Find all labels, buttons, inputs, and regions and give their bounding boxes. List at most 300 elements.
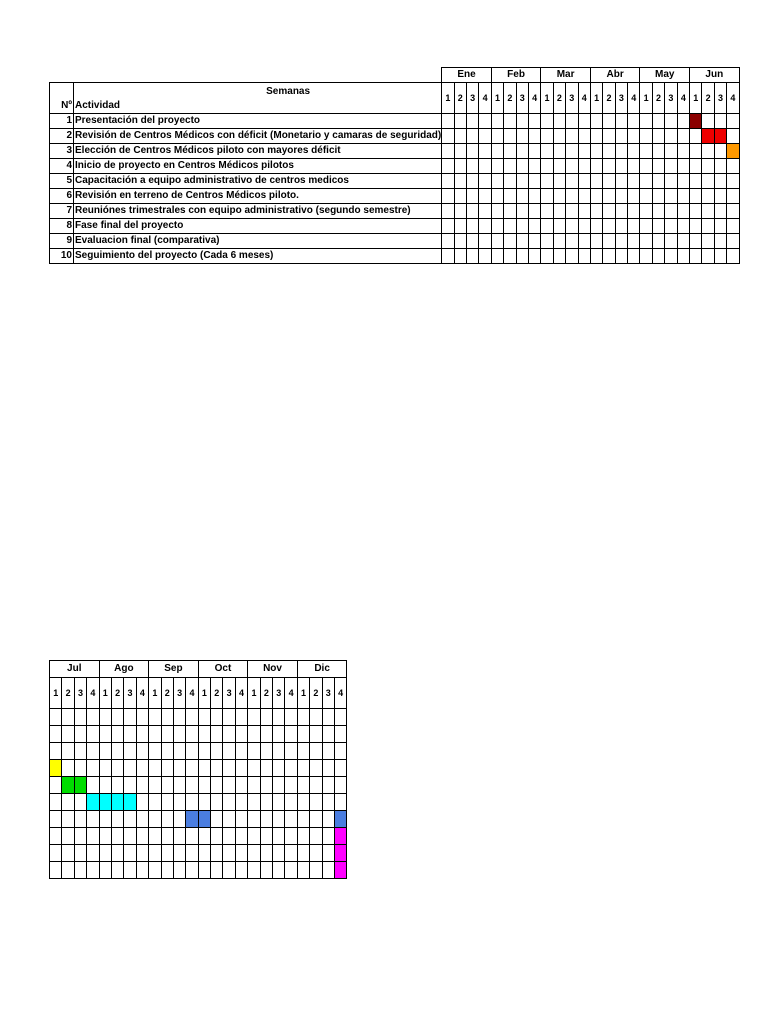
activity-number: 8	[50, 219, 74, 234]
week-number-header: 1	[491, 83, 503, 114]
schedule-cell	[442, 189, 454, 204]
schedule-cell	[260, 709, 272, 726]
schedule-cell	[702, 249, 714, 264]
schedule-cell	[504, 249, 516, 264]
schedule-cell	[310, 726, 322, 743]
schedule-cell	[578, 144, 590, 159]
schedule-cell	[454, 114, 466, 129]
schedule-cell	[223, 794, 235, 811]
schedule-cell-filled	[186, 811, 198, 828]
schedule-cell	[615, 219, 627, 234]
schedule-cell	[454, 129, 466, 144]
schedule-cell	[603, 234, 615, 249]
schedule-cell	[553, 204, 565, 219]
activity-number: 4	[50, 159, 74, 174]
schedule-cell	[74, 743, 86, 760]
schedule-cell	[466, 249, 478, 264]
month-header-ene: Ene	[442, 68, 492, 83]
schedule-cell	[99, 811, 111, 828]
schedule-cell	[149, 709, 161, 726]
schedule-cell	[566, 204, 578, 219]
schedule-cell	[149, 828, 161, 845]
activity-name: Capacitación a equipo administrativo de centros medicos	[74, 174, 442, 189]
activity-row	[50, 845, 347, 862]
schedule-cell	[628, 234, 640, 249]
schedule-cell	[690, 204, 702, 219]
schedule-cell	[603, 189, 615, 204]
schedule-cell	[652, 144, 664, 159]
schedule-cell	[334, 760, 346, 777]
schedule-cell	[285, 811, 297, 828]
schedule-cell	[297, 862, 309, 879]
activity-name: Reuniónes trimestrales con equipo administrativo (segundo semestre)	[74, 204, 442, 219]
schedule-cell	[310, 828, 322, 845]
week-number-header: 2	[454, 83, 466, 114]
schedule-cell	[322, 862, 334, 879]
schedule-cell	[99, 743, 111, 760]
schedule-cell	[186, 777, 198, 794]
schedule-cell	[454, 174, 466, 189]
schedule-cell	[714, 144, 726, 159]
schedule-cell	[235, 726, 247, 743]
activity-row	[50, 811, 347, 828]
schedule-cell	[727, 129, 739, 144]
schedule-cell	[235, 709, 247, 726]
schedule-cell	[541, 234, 553, 249]
activity-label: Actividad	[75, 100, 121, 111]
schedule-cell	[702, 234, 714, 249]
schedule-cell	[111, 726, 123, 743]
schedule-cell	[466, 159, 478, 174]
schedule-cell	[652, 219, 664, 234]
schedule-cell	[479, 129, 491, 144]
schedule-cell	[273, 709, 285, 726]
schedule-cell	[173, 777, 185, 794]
schedule-cell	[640, 159, 652, 174]
schedule-cell-filled	[334, 811, 346, 828]
schedule-cell	[322, 777, 334, 794]
schedule-cell	[62, 743, 74, 760]
activity-column-header	[74, 83, 442, 114]
schedule-cell	[640, 129, 652, 144]
schedule-cell	[690, 234, 702, 249]
schedule-cell	[173, 726, 185, 743]
schedule-cell	[124, 862, 136, 879]
schedule-cell	[677, 219, 689, 234]
schedule-cell	[479, 144, 491, 159]
schedule-cell	[186, 845, 198, 862]
month-header-feb: Feb	[491, 68, 541, 83]
schedule-cell	[334, 726, 346, 743]
schedule-cell	[111, 811, 123, 828]
schedule-cell	[690, 249, 702, 264]
schedule-cell	[714, 219, 726, 234]
schedule-cell	[553, 159, 565, 174]
schedule-cell	[454, 204, 466, 219]
schedule-cell	[541, 159, 553, 174]
schedule-cell	[62, 811, 74, 828]
schedule-cell	[504, 204, 516, 219]
schedule-cell	[297, 709, 309, 726]
week-number-header: 3	[322, 678, 334, 709]
schedule-cell	[566, 174, 578, 189]
schedule-cell	[590, 189, 602, 204]
schedule-cell	[578, 159, 590, 174]
schedule-cell	[677, 189, 689, 204]
schedule-cell	[87, 743, 99, 760]
month-header-mar: Mar	[541, 68, 591, 83]
schedule-cell	[149, 862, 161, 879]
schedule-cell	[285, 726, 297, 743]
week-number-header: 1	[248, 678, 260, 709]
schedule-cell	[173, 743, 185, 760]
schedule-cell	[273, 794, 285, 811]
week-number-header: 2	[504, 83, 516, 114]
schedule-cell	[677, 114, 689, 129]
schedule-cell	[504, 234, 516, 249]
weeks-label: Semanas	[266, 86, 311, 97]
schedule-cell	[260, 760, 272, 777]
schedule-cell	[628, 129, 640, 144]
schedule-cell	[297, 743, 309, 760]
schedule-cell	[665, 114, 677, 129]
schedule-cell	[310, 709, 322, 726]
schedule-cell	[714, 234, 726, 249]
schedule-cell	[603, 174, 615, 189]
schedule-cell	[310, 845, 322, 862]
schedule-cell	[702, 189, 714, 204]
schedule-cell	[260, 811, 272, 828]
schedule-cell	[322, 743, 334, 760]
activity-row	[50, 794, 347, 811]
schedule-cell	[566, 189, 578, 204]
schedule-cell	[516, 234, 528, 249]
schedule-cell	[628, 189, 640, 204]
schedule-cell	[173, 760, 185, 777]
schedule-cell	[603, 144, 615, 159]
schedule-cell	[454, 189, 466, 204]
schedule-cell	[50, 777, 62, 794]
schedule-cell	[50, 743, 62, 760]
schedule-cell	[590, 219, 602, 234]
schedule-cell	[442, 234, 454, 249]
schedule-cell	[528, 249, 540, 264]
schedule-cell	[87, 777, 99, 794]
schedule-cell-filled	[74, 777, 86, 794]
schedule-cell	[553, 129, 565, 144]
schedule-cell	[285, 862, 297, 879]
schedule-cell	[454, 249, 466, 264]
schedule-cell	[541, 219, 553, 234]
schedule-cell	[149, 845, 161, 862]
schedule-cell	[566, 219, 578, 234]
month-header-row	[50, 661, 347, 678]
schedule-cell	[285, 743, 297, 760]
schedule-cell	[322, 811, 334, 828]
schedule-cell	[334, 709, 346, 726]
schedule-cell	[74, 760, 86, 777]
activity-row	[50, 862, 347, 879]
month-header-row	[50, 68, 740, 83]
schedule-cell	[702, 144, 714, 159]
schedule-cell-filled	[690, 114, 702, 129]
schedule-cell	[273, 743, 285, 760]
schedule-cell	[149, 760, 161, 777]
schedule-cell	[479, 204, 491, 219]
week-number-header: 3	[566, 83, 578, 114]
schedule-cell	[161, 726, 173, 743]
schedule-cell	[111, 760, 123, 777]
schedule-cell	[578, 204, 590, 219]
week-number-header: 3	[516, 83, 528, 114]
activity-row	[50, 828, 347, 845]
schedule-cell	[161, 811, 173, 828]
activity-row	[50, 144, 740, 159]
blank-cell	[50, 68, 74, 83]
schedule-cell	[652, 249, 664, 264]
schedule-cell	[310, 862, 322, 879]
week-number-header: 1	[198, 678, 210, 709]
schedule-cell	[310, 811, 322, 828]
schedule-cell	[62, 845, 74, 862]
week-number-header: 4	[578, 83, 590, 114]
week-number-header: 1	[99, 678, 111, 709]
schedule-cell	[74, 709, 86, 726]
schedule-cell	[235, 845, 247, 862]
schedule-cell	[454, 234, 466, 249]
schedule-cell	[677, 234, 689, 249]
schedule-cell	[590, 114, 602, 129]
schedule-cell	[603, 249, 615, 264]
activity-row	[50, 159, 740, 174]
schedule-cell	[491, 189, 503, 204]
schedule-cell	[466, 129, 478, 144]
week-number-header: 2	[603, 83, 615, 114]
schedule-cell	[124, 811, 136, 828]
schedule-cell	[727, 174, 739, 189]
schedule-cell	[87, 862, 99, 879]
schedule-cell	[223, 743, 235, 760]
schedule-cell	[628, 204, 640, 219]
schedule-cell	[87, 828, 99, 845]
schedule-cell	[504, 159, 516, 174]
schedule-cell	[260, 777, 272, 794]
schedule-cell	[690, 144, 702, 159]
schedule-cell	[248, 794, 260, 811]
schedule-cell	[504, 174, 516, 189]
schedule-cell	[186, 726, 198, 743]
schedule-cell	[491, 144, 503, 159]
schedule-cell	[479, 219, 491, 234]
schedule-cell	[260, 743, 272, 760]
schedule-cell	[124, 828, 136, 845]
schedule-cell	[553, 219, 565, 234]
schedule-cell	[223, 862, 235, 879]
schedule-cell	[173, 709, 185, 726]
schedule-cell	[603, 114, 615, 129]
schedule-cell	[640, 114, 652, 129]
activity-row	[50, 760, 347, 777]
week-number-header: 1	[690, 83, 702, 114]
schedule-cell	[628, 219, 640, 234]
schedule-cell	[615, 129, 627, 144]
week-number-header: 3	[273, 678, 285, 709]
schedule-cell	[516, 144, 528, 159]
week-number-header: 4	[87, 678, 99, 709]
schedule-cell	[652, 114, 664, 129]
schedule-cell	[553, 144, 565, 159]
schedule-cell	[727, 159, 739, 174]
schedule-cell	[677, 159, 689, 174]
activity-row	[50, 129, 740, 144]
schedule-cell	[504, 144, 516, 159]
schedule-cell	[161, 845, 173, 862]
schedule-cell	[211, 828, 223, 845]
schedule-cell	[223, 726, 235, 743]
schedule-cell	[727, 189, 739, 204]
schedule-cell	[516, 204, 528, 219]
week-number-header: 4	[727, 83, 739, 114]
schedule-cell	[50, 726, 62, 743]
schedule-cell	[541, 144, 553, 159]
schedule-cell	[235, 862, 247, 879]
schedule-cell	[640, 204, 652, 219]
schedule-cell	[124, 743, 136, 760]
activity-row	[50, 726, 347, 743]
schedule-cell	[714, 189, 726, 204]
schedule-cell	[99, 828, 111, 845]
schedule-cell	[223, 828, 235, 845]
schedule-cell	[297, 845, 309, 862]
schedule-cell	[198, 709, 210, 726]
schedule-cell	[111, 743, 123, 760]
schedule-cell	[479, 234, 491, 249]
schedule-cell	[640, 174, 652, 189]
schedule-cell	[99, 777, 111, 794]
schedule-cell	[454, 159, 466, 174]
schedule-cell	[149, 726, 161, 743]
schedule-cell	[149, 811, 161, 828]
schedule-cell	[273, 777, 285, 794]
schedule-cell	[285, 845, 297, 862]
schedule-cell	[111, 777, 123, 794]
schedule-cell	[50, 709, 62, 726]
activity-row	[50, 709, 347, 726]
schedule-cell-filled	[111, 794, 123, 811]
schedule-cell	[260, 828, 272, 845]
schedule-cell	[466, 144, 478, 159]
schedule-cell	[322, 760, 334, 777]
schedule-cell-filled	[334, 862, 346, 879]
schedule-cell	[727, 114, 739, 129]
schedule-cell	[578, 219, 590, 234]
week-number-header: 4	[528, 83, 540, 114]
schedule-cell	[285, 794, 297, 811]
schedule-cell	[136, 828, 148, 845]
schedule-cell	[235, 743, 247, 760]
schedule-cell	[161, 743, 173, 760]
schedule-cell	[690, 174, 702, 189]
schedule-cell-filled	[334, 845, 346, 862]
week-number-header: 3	[665, 83, 677, 114]
schedule-cell	[136, 760, 148, 777]
schedule-cell	[310, 760, 322, 777]
activity-row	[50, 189, 740, 204]
schedule-cell	[124, 726, 136, 743]
schedule-cell	[99, 726, 111, 743]
schedule-cell	[136, 794, 148, 811]
schedule-cell	[50, 794, 62, 811]
week-number-header: 4	[285, 678, 297, 709]
schedule-cell	[248, 862, 260, 879]
schedule-cell	[590, 249, 602, 264]
schedule-cell	[677, 204, 689, 219]
schedule-cell	[665, 174, 677, 189]
schedule-cell	[727, 219, 739, 234]
schedule-cell	[285, 777, 297, 794]
schedule-cell	[173, 828, 185, 845]
activity-number: 1	[50, 114, 74, 129]
schedule-cell	[528, 129, 540, 144]
schedule-cell	[297, 811, 309, 828]
schedule-cell	[516, 189, 528, 204]
schedule-cell	[466, 219, 478, 234]
schedule-cell	[665, 249, 677, 264]
schedule-cell	[124, 709, 136, 726]
schedule-cell	[62, 726, 74, 743]
schedule-cell	[248, 743, 260, 760]
schedule-cell	[248, 811, 260, 828]
schedule-cell	[310, 794, 322, 811]
schedule-cell	[310, 777, 322, 794]
activity-number: 5	[50, 174, 74, 189]
schedule-cell	[260, 726, 272, 743]
schedule-cell	[603, 129, 615, 144]
schedule-cell-filled	[702, 129, 714, 144]
schedule-cell	[578, 234, 590, 249]
schedule-cell	[541, 249, 553, 264]
schedule-cell	[297, 828, 309, 845]
schedule-cell	[198, 760, 210, 777]
schedule-cell	[479, 249, 491, 264]
schedule-cell	[124, 845, 136, 862]
schedule-cell	[652, 234, 664, 249]
activity-name: Fase final del proyecto	[74, 219, 442, 234]
schedule-cell	[285, 828, 297, 845]
week-number-header: 1	[541, 83, 553, 114]
week-number-header: 3	[124, 678, 136, 709]
schedule-cell-filled	[198, 811, 210, 828]
schedule-cell	[652, 204, 664, 219]
schedule-cell	[479, 114, 491, 129]
schedule-cell	[566, 159, 578, 174]
schedule-cell-filled	[87, 794, 99, 811]
week-number-header: 2	[260, 678, 272, 709]
schedule-cell	[528, 159, 540, 174]
schedule-cell	[442, 144, 454, 159]
schedule-cell-filled	[124, 794, 136, 811]
month-header-oct: Oct	[198, 661, 248, 678]
schedule-cell	[74, 726, 86, 743]
schedule-cell	[334, 743, 346, 760]
schedule-cell	[491, 129, 503, 144]
schedule-cell	[211, 794, 223, 811]
schedule-cell	[590, 159, 602, 174]
schedule-cell	[111, 862, 123, 879]
schedule-cell	[260, 845, 272, 862]
schedule-cell	[285, 760, 297, 777]
schedule-cell	[260, 862, 272, 879]
